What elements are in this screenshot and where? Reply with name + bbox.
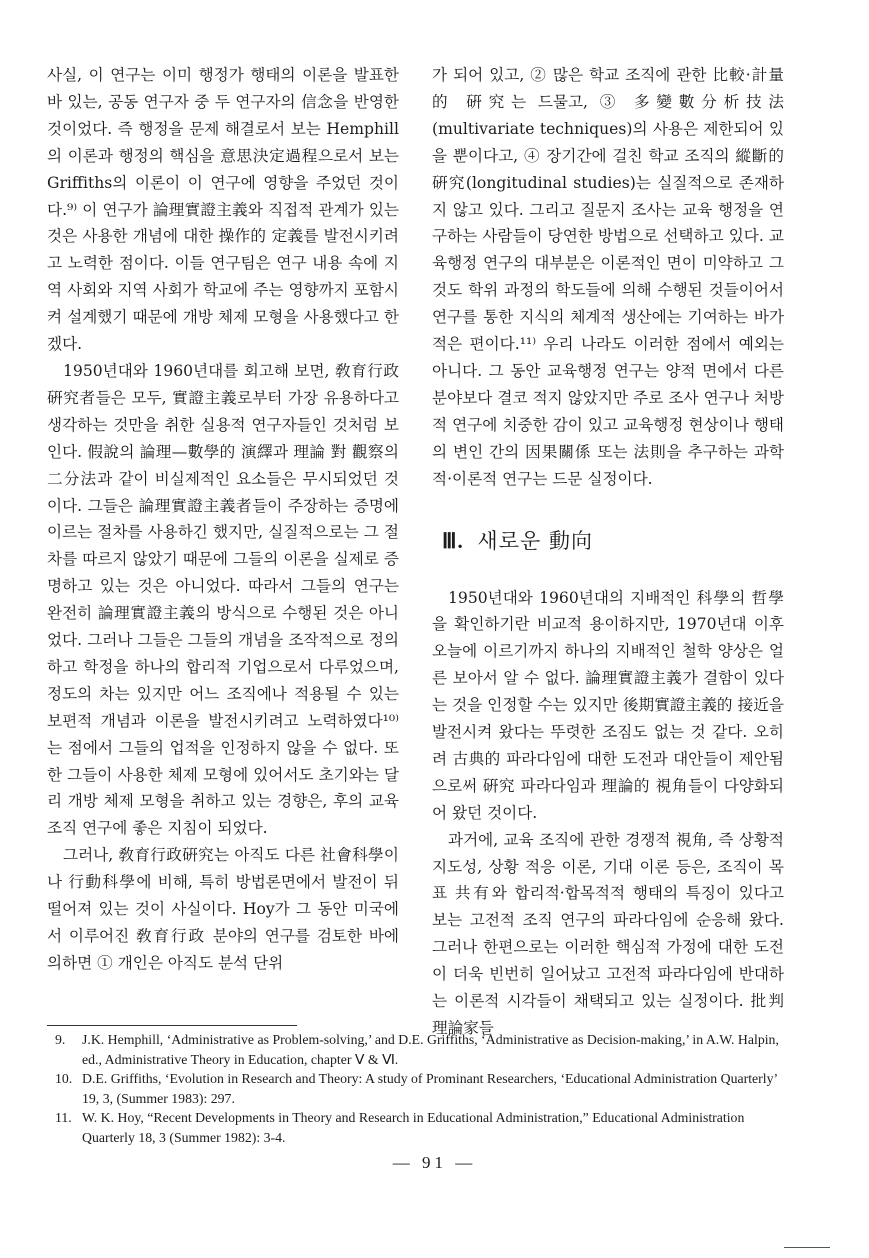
footnote bbox=[47, 1108, 785, 1147]
footnote bbox=[47, 1069, 785, 1108]
footnote-text: D.E. Griffiths, ‘Evolution in Research and Theory: A study of Prominant Researchers, ‘Educational Administration Quarterly’ 19, 3, (Summer 1983): 297. bbox=[82, 1071, 778, 1106]
edge-mark bbox=[784, 1247, 830, 1248]
footnote-number: 11. bbox=[55, 1110, 72, 1126]
footnote-text: W. K. Hoy, “Recent Developments in Theory and Research in Educational Administration,” Educational Administration Quarterly 18, 3 (Summer 1982): 3-4. bbox=[82, 1110, 745, 1145]
footnote-number: 10. bbox=[55, 1071, 73, 1087]
section-title: 새로운 動向 bbox=[477, 528, 593, 553]
left-column bbox=[47, 62, 399, 977]
paragraph: 1950년대와 1960년대를 회고해 보면, 敎育行政硏究者들은 모두, 實證主義로부터 가장 유용하다고 생각하는 것만을 취한 실용적 연구자들인 것처럼 보인다. 假說의 論理—數學的 演繹과 理論 對 觀察의 二分法과 같이 비실제적인 요소들은 무시되었던 것이다. 그들은 論理實證主義者들이 주장하는 증명에 이르는 절차를 사용하긴 했지만, 실질적으로는 그 절차를 따르지 않았기 때문에 그들의 이론을 실제로 증명하고 있는 것은 아니었다. 따라서 그들의 연구는 완전히 論理實證主義의 방식으로 수행된 것은 아니었다. 그러나 그들은 그들의 개념을 조작적으로 정의하고 학정을 하나의 합리적 기업으로서 다루었으며, 정도의 차는 있지만 어느 조직에나 적용될 수 있는 보편적 개념과 이론을 발전시키려고 노력하였다¹⁰⁾는 점에서 그들의 업적을 인정하지 않을 수 없다. 또한 그들이 사용한 체제 모형에 있어서도 초기와는 달리 개방 체제 모형을 취하고 있는 경향은, 후의 교육 조직 연구에 좋은 지침이 되었다. bbox=[47, 361, 399, 838]
paragraph: 1950년대와 1960년대의 지배적인 科學의 哲學을 확인하기란 비교적 용이하지만, 1970년대 이후 오늘에 이르기까지 하나의 지배적인 철학 양상은 얼른 보아서 알 수 없다. 論理實證主義가 결함이 있다는 것을 인정할 수는 있지만 後期實證主義的 接近을 발전시켜 왔다는 뚜렷한 조짐도 없는 것 같다. 오히려 古典的 파라다임에 대한 도전과 대안들이 제안됨으로써 硏究 파라다임과 理論的 視角들이 다양화되어 왔던 것이다. bbox=[432, 588, 784, 822]
paragraph: 사실, 이 연구는 이미 행정가 행태의 이론을 발표한 바 있는, 공동 연구자 중 두 연구자의 信念을 반영한 것이었다. 즉 행정을 문제 해결로서 보는 Hemphill의 이론과 행정의 핵심을 意思決定過程으로서 보는 Griffiths의 이론이 이 연구에 영향을 주었던 것이다.⁹⁾ 이 연구가 論理實證主義와 직접적 관계가 있는 것은 사용한 개념에 대한 操作的 定義를 발전시키려고 노력한 점이다. 이들 연구팀은 연구 내용 속에 지역 사회와 지역 사회가 학교에 주는 영향까지 포함시켜 설계했기 때문에 개방 체제 모형을 사용했다고 한겠다. bbox=[47, 66, 399, 354]
paragraph: 과거에, 교육 조직에 관한 경쟁적 視角, 즉 상황적 지도성, 상황 적응 이론, 기대 이론 등은, 조직이 목표 共有와 합리적·합목적적 행태의 특징이 있다고 보는 고전적 조직 연구의 파라다임에 순응해 왔다. 그러나 한편으로는 이러한 핵심적 가정에 대한 도전이 더욱 빈번히 일어났고 고전적 파라다임에 반대하는 이론적 시각들이 채택되고 있는 실정이다. 批判理論家들 bbox=[432, 830, 784, 1037]
right-column bbox=[432, 62, 784, 1042]
footnote-text: J.K. Hemphill, ‘Administrative as Problem-solving,’ and D.E. Griffiths, ‘Administrative as Decision-making,’ in A.W. Halpin, ed., Administrative Theory in Education, chapter Ⅴ & Ⅵ. bbox=[82, 1032, 779, 1067]
paragraph: 그러나, 敎育行政硏究는 아직도 다른 社會科學이나 行動科學에 비해, 특히 방법론면에서 발전이 뒤떨어져 있는 것이 사실이다. Hoy가 그 동안 미국에서 이루어진 敎育行政 분야의 연구를 검토한 바에 의하면 ① 개인은 아직도 분석 단위 bbox=[47, 846, 399, 972]
section-heading bbox=[442, 527, 784, 555]
page-number: — 91 — bbox=[392, 1153, 477, 1172]
paragraph: 가 되어 있고, ② 많은 학교 조직에 관한 比較·計量的 硏究는 드물고, ③ 多變數分析技法(multivariate techniques)의 사용은 제한되어 있을 뿐이다고, ④ 장기간에 걸친 학교 조직의 縱斷的 硏究(longitudinal studies)는 실질적으로 존재하지 않고 있다. 그리고 질문지 조사는 교육 행정을 연구하는 사람들이 당연한 방법으로 선택하고 있다. 교육행정 연구의 대부분은 이론적인 면이 미약하고 그것도 학위 과정의 학도들에 의해 수행된 것들이어서 연구를 통한 지식의 체계적 생산에는 기여하는 바가 적은 편이다.¹¹⁾ 우리 나라도 이러한 점에서 예외는 아니다. 그 동안 교육행정 연구는 양적 면에서 다른 분야보다 결코 적지 않았지만 주로 조사 연구나 처방적 연구에 치중한 감이 있고 교육행정 현상이나 행태의 변인 간의 因果關係 또는 法則을 추구하는 과학적·이론적 연구는 드문 실정이다. bbox=[432, 66, 784, 488]
footnote-divider bbox=[47, 1025, 297, 1026]
footnote-number: 9. bbox=[55, 1032, 66, 1047]
footnotes bbox=[47, 1030, 785, 1148]
section-number: Ⅲ. bbox=[442, 528, 464, 553]
footnote bbox=[47, 1030, 785, 1069]
